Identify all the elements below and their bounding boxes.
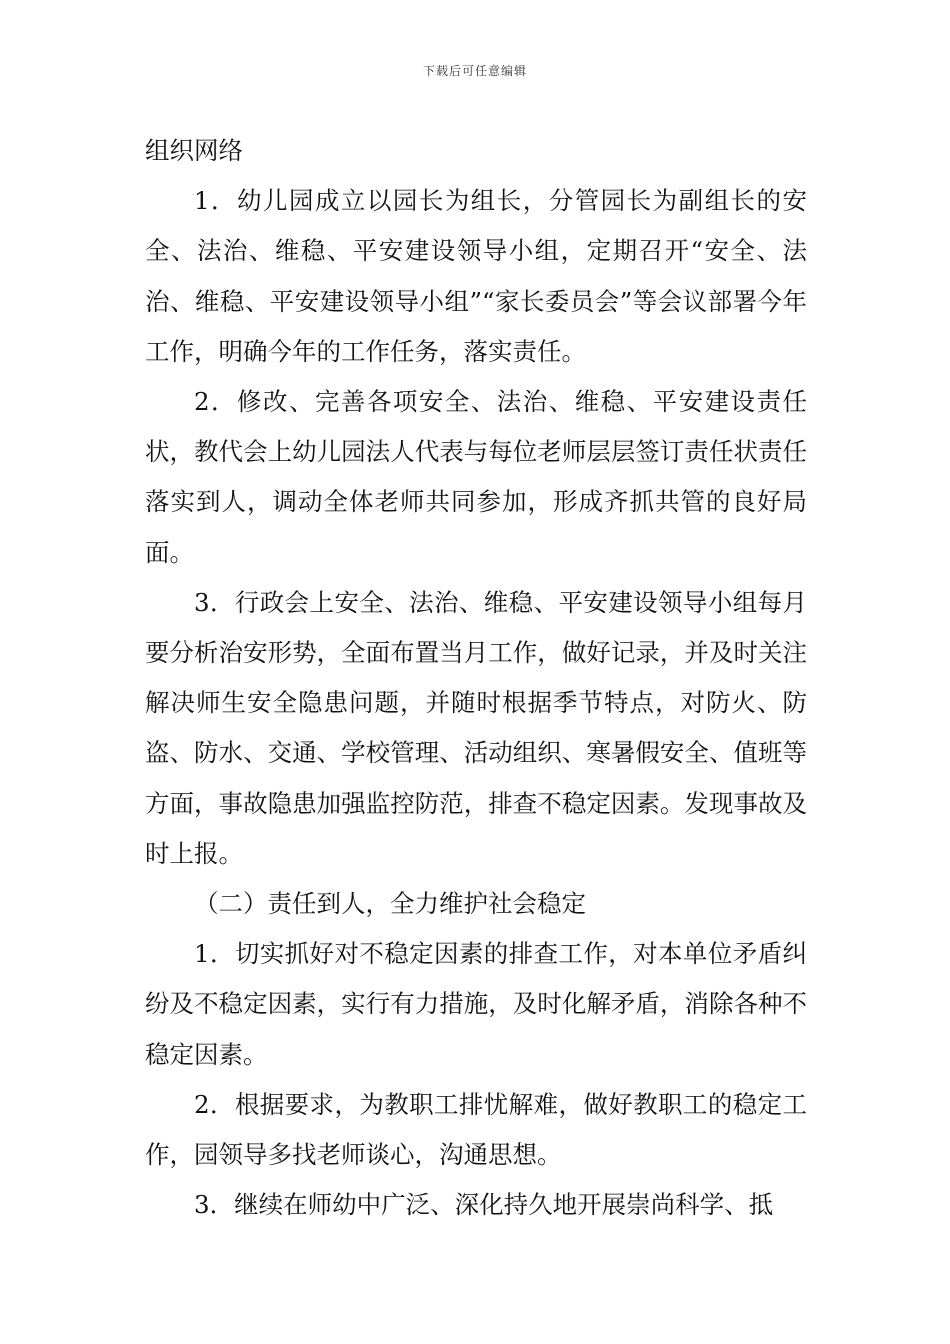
- page-header: 下载后可任意编辑: [422, 64, 527, 78]
- paragraph-item-2: 2．根据要求，为教职工排忧解难，做好教职工的稳定工作，园领导多找老师谈心，沟通思想。: [145, 1089, 807, 1170]
- paragraph-item-1: 1．切实抓好对不稳定因素的排查工作，对本单位矛盾纠纷及不稳定因素，实行有力措施，及时化解矛盾，消除各种不稳定因素。: [145, 939, 807, 1069]
- paragraph-item-3: 3．行政会上安全、法治、维稳、平安建设领导小组每月要分析治安形势，全面布置当月工作，做好记录，并及时关注解决师生安全隐患问题，并随时根据季节特点，对防火、防盗、防水、交通、学校管理、活动组织、寒暑假安全、值班等方面，事故隐患加强监控防范，排查不稳定因素。发现事故及时上报。: [145, 587, 807, 868]
- paragraph-item-1: 1．幼儿园成立以园长为组长，分管园长为副组长的安全、法治、维稳、平安建设领导小组，定期召开“安全、法治、维稳、平安建设领导小组”“家长委员会”等会议部署今年工作，明确今年的工作任务，落实责任。: [145, 186, 807, 366]
- paragraph-item-3: 3．继续在师幼中广泛、深化持久地开展崇尚科学、抵: [194, 1190, 774, 1220]
- document-body: [145, 126, 807, 1230]
- paragraph-continuation: 组织网络: [145, 136, 243, 165]
- section-heading: （二）责任到人，全力维护社会稳定: [194, 889, 586, 919]
- paragraph-item-2: 2．修改、完善各项安全、法治、维稳、平安建设责任状，教代会上幼儿园法人代表与每位老师层层签订责任状责任落实到人，调动全体老师共同参加，形成齐抓共管的良好局面。: [145, 387, 807, 567]
